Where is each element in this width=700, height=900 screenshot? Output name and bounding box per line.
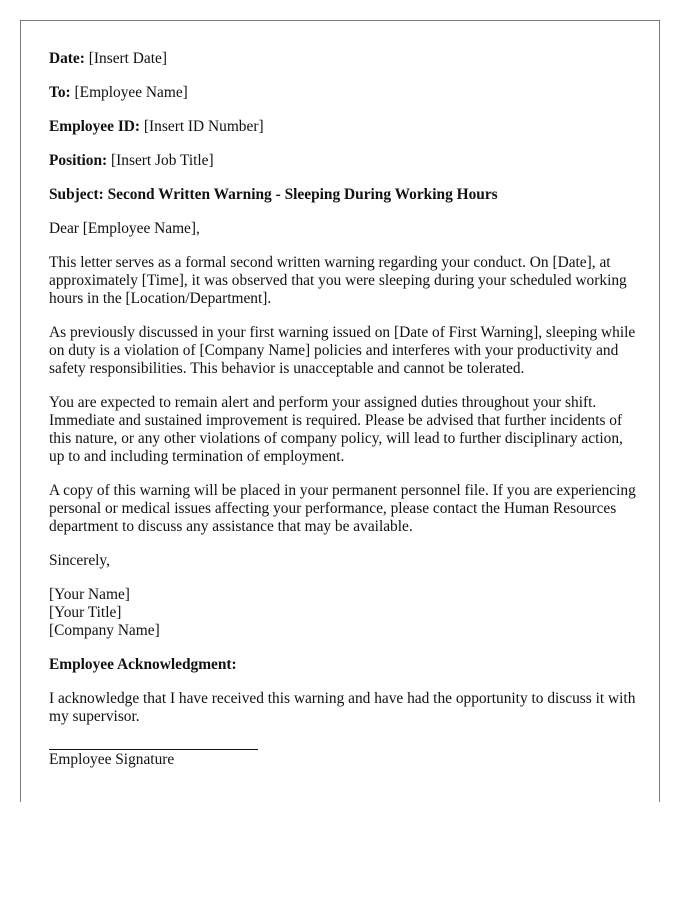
- acknowledgment-heading: [49, 656, 639, 674]
- to-label: To:: [49, 84, 71, 101]
- paragraph-previous-warning: As previously discussed in your first warning issued on [Date of First Warning], sleeping while on duty is a violation of [Company Name] policies and interferes with your productivity and safety responsibilities. This behavior is unacceptable and cannot be tolerated.: [49, 324, 636, 377]
- position-label: Position:: [49, 152, 108, 169]
- date-label: Date:: [49, 50, 85, 67]
- closing: Sincerely,: [49, 552, 110, 569]
- employee-signature-label: Employee Signature: [49, 751, 175, 768]
- sender-title: [Your Title]: [49, 604, 122, 621]
- letter-content: [49, 50, 639, 769]
- paragraph-personnel-file: A copy of this warning will be placed in your permanent personnel file. If you are experiencing personal or medical issues affecting your performance, please contact the Human Resources department to discuss any assistance that may be available.: [49, 482, 636, 535]
- letter-page: [20, 20, 660, 802]
- employee-id-field: [49, 118, 639, 136]
- employee-id-label: Employee ID:: [49, 118, 141, 135]
- position-field: [49, 152, 639, 170]
- sender-company: [Company Name]: [49, 622, 160, 639]
- employee-signature-area: [49, 749, 639, 769]
- position-value: [Insert Job Title]: [111, 152, 214, 169]
- sender-name: [Your Name]: [49, 586, 130, 603]
- employee-id-value: [Insert ID Number]: [143, 118, 264, 135]
- date-field: [49, 50, 639, 68]
- salutation: Dear [Employee Name],: [49, 220, 200, 237]
- acknowledgment-text: I acknowledge that I have received this warning and have had the opportunity to discuss it with my supervisor.: [49, 690, 636, 725]
- date-value: [Insert Date]: [88, 50, 167, 67]
- paragraph-expectations: You are expected to remain alert and perform your assigned duties throughout your shift. Immediate and sustained improvement is required. Please be advised that further incidents of this nature, or any other violations of company policy, will lead to further disciplinary action, up to and including termination of employment.: [49, 394, 623, 465]
- signature-block: [49, 586, 639, 640]
- to-value: [Employee Name]: [74, 84, 188, 101]
- subject-text: Subject: Second Written Warning - Sleeping During Working Hours: [49, 186, 498, 203]
- subject-line: [49, 186, 639, 204]
- paragraph-incident: This letter serves as a formal second written warning regarding your conduct. On [Date], at approximately [Time], it was observed that you were sleeping during your scheduled working hours in the [Location/Department].: [49, 254, 627, 307]
- signature-line: [49, 749, 258, 750]
- to-field: [49, 84, 639, 102]
- acknowledgment-heading-text: Employee Acknowledgment:: [49, 656, 237, 673]
